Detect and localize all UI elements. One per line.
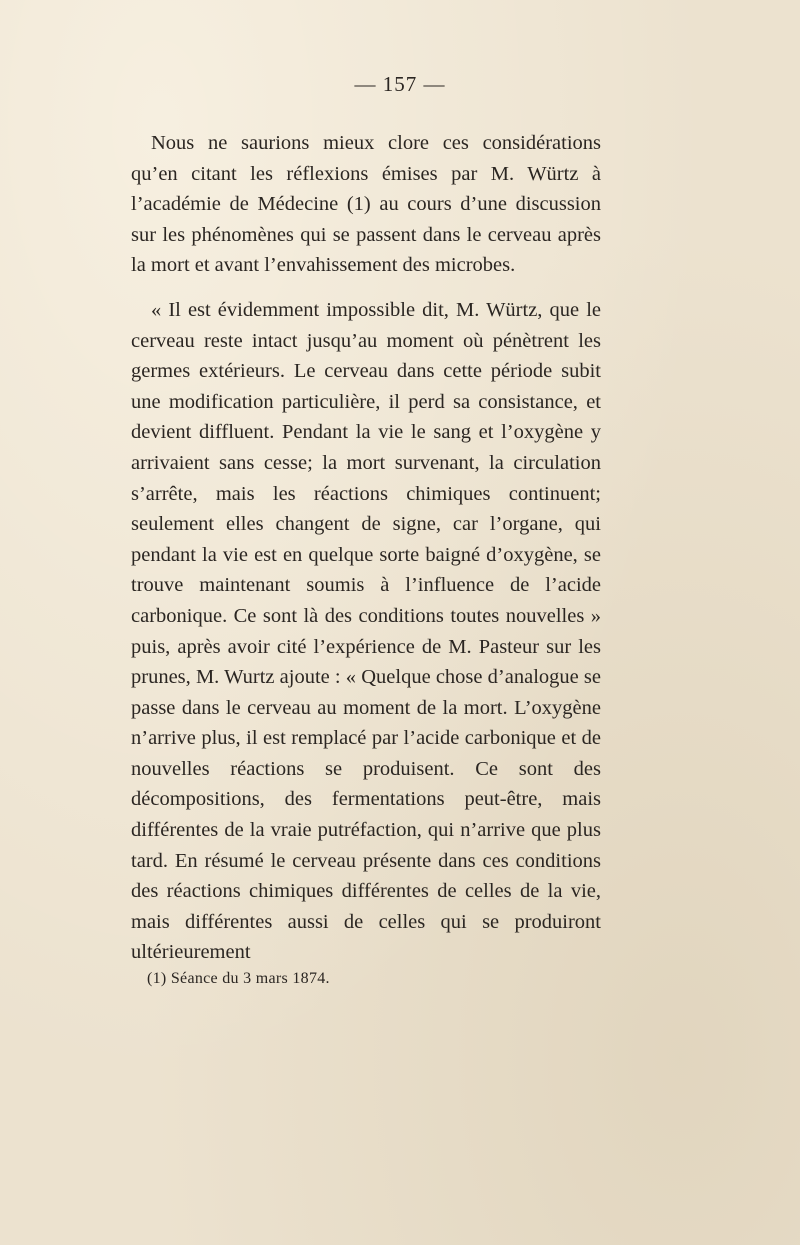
- paragraph-quotation: « Il est évidemment impossible dit, M. Würtz, que le cerveau reste intact jusqu’au moment où pénètrent les germes extérieurs. Le cerveau dans cette période subit une modification particulière, il perd sa consistance, et devient diffluent. Pendant la vie le sang et l’oxygène y arrivaient sans cesse; la mort survenant, la circulation s’arrête, mais les réactions chimiques continuent; seulement elles changent de signe, car l’organe, qui pendant la vie est en quelque sorte baigné d’oxygène, se trouve maintenant soumis à l’influence de l’acide carbonique. Ce sont là des conditions toutes nouvelles » puis, après avoir cité l’expérience de M. Pasteur sur les prunes, M. Wurtz ajoute : « Quelque chose d’analogue se passe dans le cerveau au moment de la mort. L’oxygène n’arrive plus, il est remplacé par l’acide carbonique et de nouvelles réactions se produisent. Ce sont des décompositions, des fermentations peut-être, mais différentes de la vraie putréfaction, qui n’arrive que plus tard. En résumé le cerveau présente dans ces conditions des réactions chimiques différentes de celles de la vie, mais différentes aussi de celles qui se produiront ultérieurement: [131, 298, 601, 964]
- footnote: (1) Séance du 3 mars 1874.: [147, 970, 330, 987]
- paragraph-intro: Nous ne saurions mieux clore ces considérations qu’en citant les réflexions émises par M. Würtz à l’académie de Médecine (1) au cours d’une discussion sur les phénomènes qui se passent dans le cerveau après la mort et avant l’envahissement des microbes.: [131, 132, 601, 277]
- body-text: [131, 128, 601, 968]
- page-number: — 157 —: [354, 72, 446, 96]
